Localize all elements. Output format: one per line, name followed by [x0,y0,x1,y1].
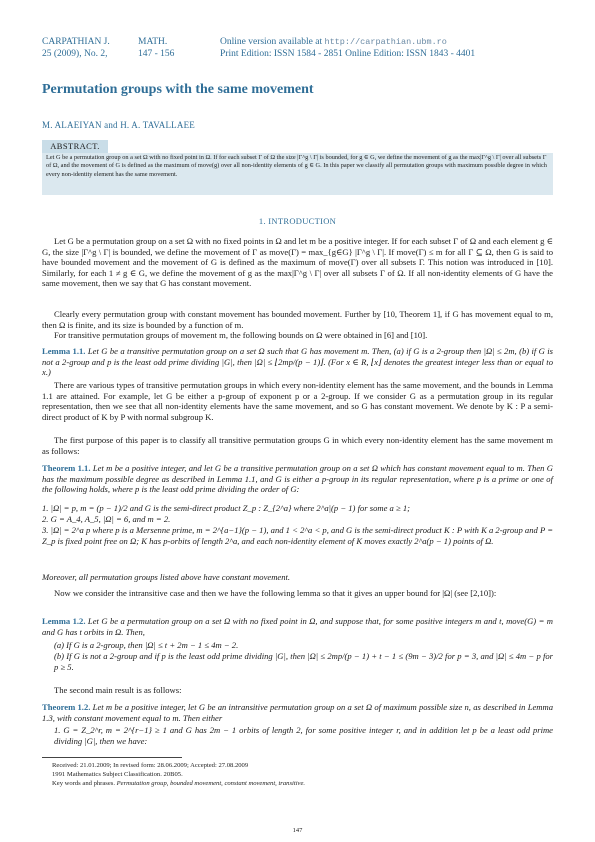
journal-pages: 147 - 156 [138,49,175,59]
theorem-item: 1. |Ω| = p, m = (p − 1)/2 and G is the semi-direct product Z_p : Z_{2^a} where 2^a|(p − 1) for some a ≥ 1; [42,503,411,513]
theorem-item: 1. G = Z_2^r, m = 2^{r−1} ≥ 1 and G has 2m − 1 orbits of length 2, for some positive integer r, and in addition let p be a least odd prime dividing |G|, then we have: [54,725,553,746]
theorem-heading: Theorem 1.2. [42,702,91,712]
online-prefix: Online version available at [220,37,323,47]
paragraph: For transitive permutation groups of movement m, the following bounds on Ω were obtained in [6] and [10]. [54,330,428,340]
msc-classification: 1991 Mathematics Subject Classification. 20B05. [52,771,183,779]
lemma-item: (a) If G is a 2-group, then |Ω| ≤ t + 2m − 1 ≤ 4m − 2. [54,640,239,650]
print-edition: Print Edition: ISSN 1584 - 2851 Online Edition: ISSN 1843 - 4401 [220,49,476,59]
paragraph: The first purpose of this paper is to classify all transitive permutation groups G in which every non-identity element has the same movement m as follows: [42,435,553,456]
theorem-1-1 [42,463,553,495]
paragraph: There are various types of transitive permutation groups in which every non-identity element has the same movement, and the bounds in Lemma 1.1 are attained. For example, let G be either a p-group of exponent p or a 2-group. If we consider G as a permutation group in its regular representation, then we see that all non-identity elements have the same movement, and so G has constant movement. We denote by K : P a semi-direct product of K by P with normal subgroup K. [42,380,553,422]
lemma-statement: Let G be a permutation group on a set Ω with no fixed point in Ω, and suppose that, for some positive integers m and t, move(G) = m and G has t orbits in Ω. Then, [42,616,553,637]
edition-info [220,36,475,60]
journal-header [42,36,208,60]
page-number: 147 [292,827,303,834]
footnote-divider [42,757,182,758]
abstract-label: ABSTRACT. [42,140,108,153]
paragraph: Let G be a permutation group on a set Ω with no fixed points in Ω and let m be a positive integer. If for each subset Γ of Ω and each element g ∈ G, the size |Γ^g \ Γ| is bounded, we define the movement of Γ as move(Γ) = max_{g∈G} |Γ^g \ Γ|. If move(Γ) ≤ m for all Γ ⊆ Ω, then G is said to have bounded movement and the movement of G is defined as the maximum of move(Γ) over all subsets Γ. This notion was introduced in [10]. Similarly, for each 1 ≠ g ∈ G, we define the movement of g as the max|Γ^g \ Γ| over all subsets Γ of Ω. If all non-identity elements of G have the same movement, then we say that G has constant movement. [42,236,553,288]
lemma-1-2 [42,616,553,637]
lemma-1-1 [42,346,553,378]
lemma-heading: Lemma 1.1. [42,346,86,356]
theorem-statement: Let m be a positive integer, let G be an intransitive permutation group on a set Ω of maximum possible size n, as described in Lemma 1.3, with constant movement equal to m. Then either [42,702,553,723]
paragraph: The second main result is as follows: [54,685,182,695]
lemma-statement: Let G be a transitive permutation group on a set Ω such that G has movement m. Then, (a) if G is a 2-group then |Ω| ≤ 2m, (b) if G is not a 2-group and p is the least odd prime dividing |G|, then |Ω| ≤ ⌊2mp/(p − 1)⌋. (For x ∈ R, ⌊x⌋ denotes the greatest integer less than or equal to x.) [42,346,553,377]
footnotes [52,761,305,789]
theorem-heading: Theorem 1.1. [42,463,91,473]
journal-subject: MATH. [138,37,168,47]
journal-volume: 25 (2009), No. 2, [42,49,108,59]
theorem-1-2 [42,702,553,723]
paper-title: Permutation groups with the same movement [42,82,314,97]
paragraph: Now we consider the intransitive case and then we have the following lemma so that it gives an upper bound for |Ω| (see [2,10]): [54,588,497,598]
online-url-link[interactable]: http://carpathian.ubm.ro [324,37,447,47]
theorem-statement: Let m be a positive integer, and let G be a transitive permutation group on a set Ω which has constant movement equal to m. Then G has the maximum possible degree as described in Lemma 1.1, and G is either a p-group in its regular representation, where p is a prime or one of the following holds, where p is the least odd prime dividing the order of G: [42,463,553,494]
paper-authors: M. ALAEIYAN and H. A. TAVALLAEE [42,120,195,130]
paragraph: Clearly every permutation group with constant movement has bounded movement. Further by [10, Theorem 1], if G has movement equal to m, then Ω is finite, and its size is bounded by a function of m. [42,309,553,330]
received-dates: Received: 21.01.2009; In revised form: 28.06.2009; Accepted: 27.08.2009 [52,762,249,769]
theorem-tail: Moreover, all permutation groups listed above have constant movement. [42,572,291,582]
abstract-text: Let G be a permutation group on a set Ω with no fixed point in Ω. If for each subset Γ of Ω the size |Γ^g \ Γ| is bounded, for g ∈ G, we define the movement of g as the max|Γ^g \ Γ| over all subsets Γ of Ω, and the movement of G is defined as the maximum of move(g) over all non-identity elements of g ∈ G. In this paper we classify all permutation groups with maximum possible degree in which every non-identity element has the same movement. [42,153,553,195]
journal-name: CARPATHIAN J. [42,37,110,47]
keywords: Permutation group, bounded movement, constant movement, transitive. [116,780,306,788]
theorem-item: 2. G = A_4, A_5, |Ω| = 6, and m = 2. [42,514,171,524]
keywords-label: Key words and phrases. [52,780,115,788]
section-heading: 1. INTRODUCTION [258,216,337,226]
lemma-heading: Lemma 1.2. [42,616,86,626]
lemma-item: (b) If G is not a 2-group and if p is the least odd prime dividing |G|, then |Ω| ≤ 2mp/(p − 1) + t − 1 ≤ (9m − 3)/2 for p = 3, and |Ω| ≤ 4m − p for p ≥ 5. [54,651,553,672]
keywords-line [52,779,305,788]
theorem-item: 3. |Ω| = 2^a p where p is a Mersenne prime, m = 2^{a−1}(p − 1), and 1 < 2^a < p, and G is the semi-direct product K : P with K a 2-group and P = Z_p is fixed point free on Ω; K has p-orbits of length 2^a, and each non-identity element of K moves exactly 2^a(p − 1) points of Ω. [42,525,553,546]
